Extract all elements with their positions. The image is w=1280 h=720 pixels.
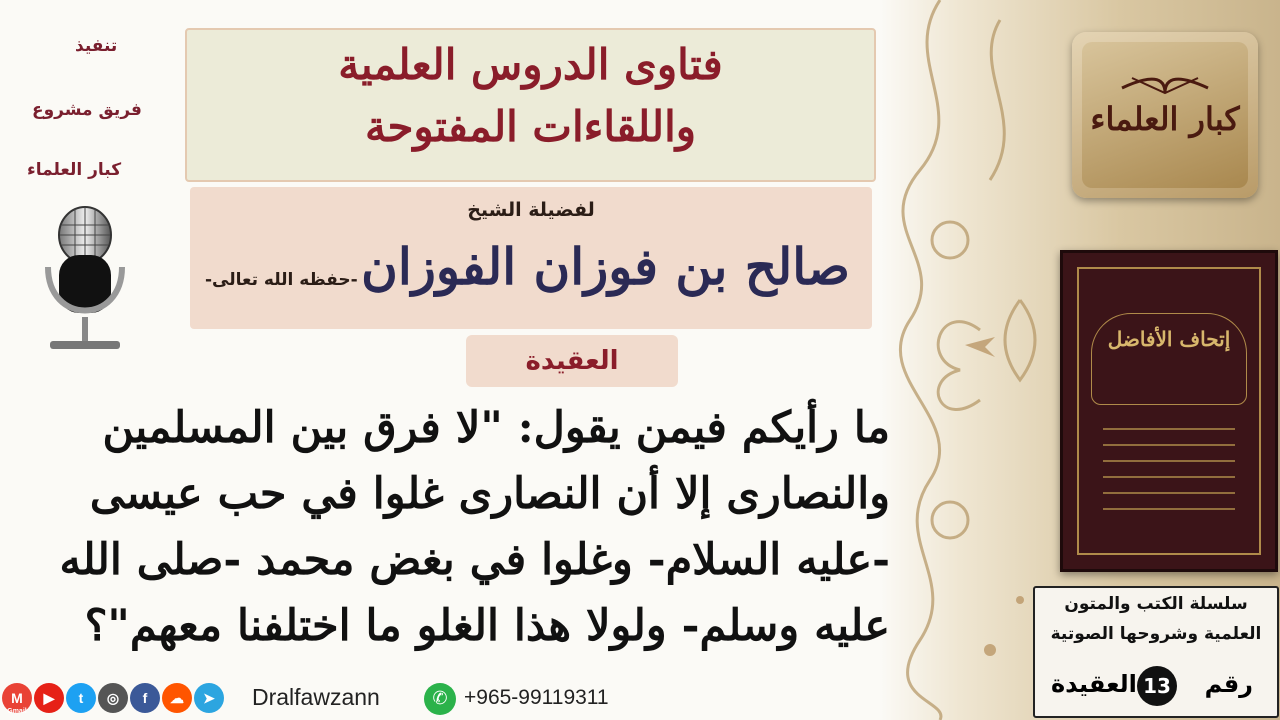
- logo-inner: [1082, 42, 1248, 188]
- sheikh-name: صالح بن فوزان الفوزان: [361, 237, 850, 296]
- twitter-icon[interactable]: t: [66, 683, 96, 713]
- series-number-row: [1045, 666, 1267, 706]
- series-number-badge: 13: [1137, 666, 1177, 706]
- gmail-icon[interactable]: M Gmail: [2, 683, 32, 713]
- youtube-icon[interactable]: ▶: [34, 683, 64, 713]
- microphone-icon: [40, 205, 130, 355]
- telegram-icon[interactable]: ➤: [194, 683, 224, 713]
- gmail-label: Gmail: [7, 708, 27, 715]
- logo-text: كبار العلماء: [1090, 100, 1240, 138]
- soundcloud-icon[interactable]: ☁: [162, 683, 192, 713]
- title-line-1: فتاوى الدروس العلمية: [338, 40, 723, 89]
- facebook-icon[interactable]: f: [130, 683, 160, 713]
- series-line-2: العلمية وشروحها الصوتية: [1050, 624, 1262, 644]
- question-line: ما رأيكم فيمن يقول: "لا فرق بين المسلمين: [102, 403, 890, 453]
- sheikh-prefix: لفضيلة الشيخ: [467, 199, 595, 221]
- topic-tab: العقيدة: [466, 335, 678, 387]
- series-box: [1033, 586, 1279, 718]
- title-box: [185, 28, 876, 182]
- series-number-label: رقم: [1204, 670, 1253, 698]
- instagram-icon[interactable]: ◎: [98, 683, 128, 713]
- book-title: إتحاف الأفاضل: [1107, 327, 1231, 351]
- book-cover: [1060, 250, 1278, 572]
- credit-project: كبار العلماء: [27, 160, 122, 180]
- series-topic: العقيدة: [1051, 670, 1137, 698]
- credit-execute: تنفيذ: [75, 36, 118, 56]
- question-line: عليه وسلم- ولولا هذا الغلو ما اختلفنا معهم"؟: [84, 601, 890, 651]
- open-book-icon: [1082, 48, 1248, 108]
- credit-team: فريق مشروع: [32, 100, 142, 120]
- sheikh-box: [190, 187, 872, 329]
- kibar-ulama-logo: [1072, 32, 1258, 198]
- question-line: -عليه السلام- وغلوا في بغض محمد -صلى الله: [59, 535, 890, 585]
- phone-number: +965-99119311: [464, 686, 609, 709]
- social-handle: Dralfawzann: [252, 684, 380, 710]
- question-text: [60, 395, 890, 659]
- title-line-2: واللقاءات المفتوحة: [364, 102, 697, 151]
- question-line: والنصارى إلا أن النصارى غلوا في حب عيسى: [89, 469, 890, 519]
- whatsapp-icon: ✆: [424, 683, 456, 715]
- series-line-1: سلسلة الكتب والمتون: [1064, 594, 1248, 614]
- sheikh-honorific: -حفظه الله تعالى-: [205, 270, 358, 290]
- book-decoration: [1103, 428, 1235, 524]
